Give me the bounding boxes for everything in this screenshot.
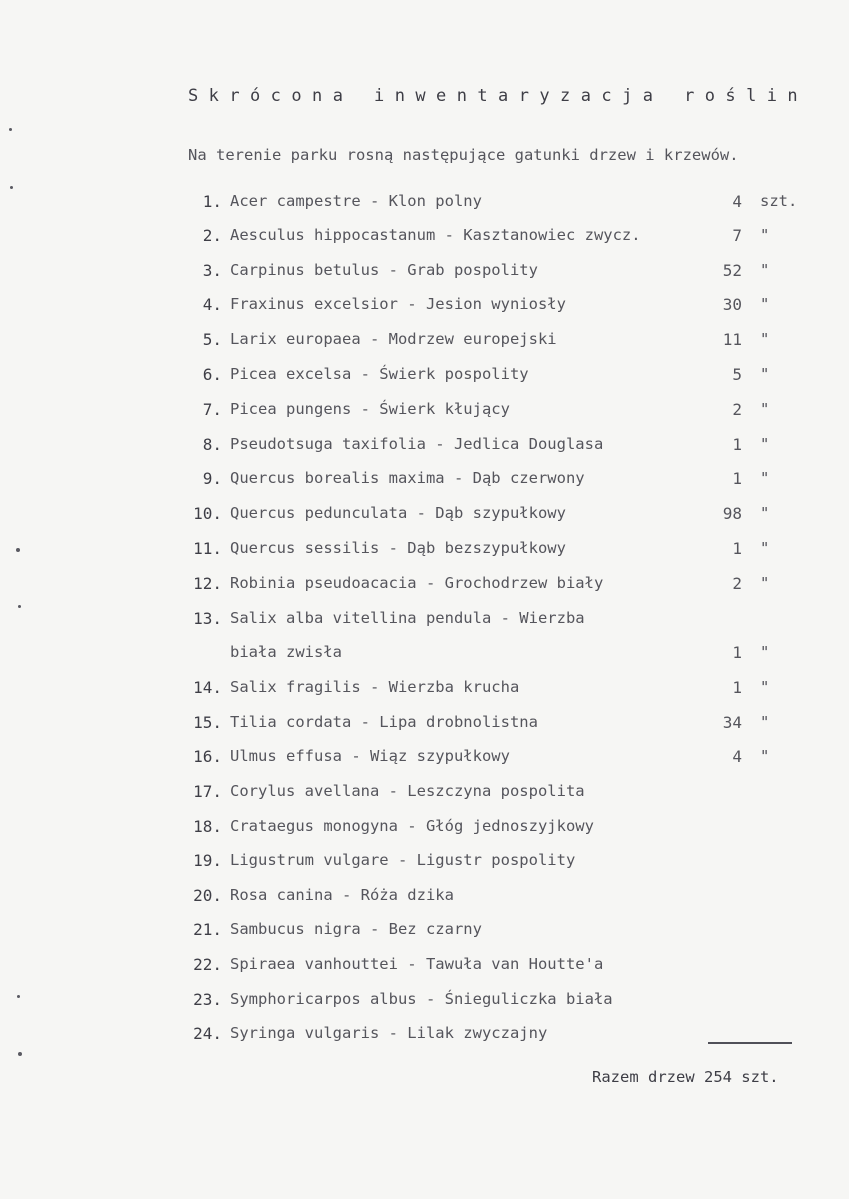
item-number: 15.: [193, 713, 222, 732]
item-name: Picea excelsa - Świerk pospolity: [230, 365, 529, 383]
item-name: Spiraea vanhouttei - Tawuła van Houtte'a: [230, 955, 604, 973]
item-name: Ulmus effusa - Wiąz szypułkowy: [230, 747, 510, 765]
item-name: Carpinus betulus - Grab pospolity: [230, 261, 538, 279]
item-quantity: 11: [722, 330, 742, 349]
item-unit: ": [760, 678, 770, 696]
item-number: 3.: [202, 261, 222, 280]
item-number: 9.: [202, 469, 222, 488]
document-title: S k r ó c o n a i n w e n t a r y z a c j a r o ś l i n: [188, 86, 798, 106]
item-name: Salix fragilis - Wierzba krucha: [230, 678, 520, 696]
item-name: Ligustrum vulgare - Ligustr pospolity: [230, 851, 576, 869]
item-unit: ": [760, 435, 770, 453]
item-quantity: 1: [732, 539, 742, 558]
item-quantity: 1: [732, 678, 742, 697]
item-number: 7.: [202, 400, 222, 419]
item-number: 19.: [193, 851, 222, 870]
item-number: 23.: [193, 990, 222, 1009]
item-unit: ": [760, 574, 770, 592]
item-unit: szt.: [760, 192, 798, 210]
item-quantity: 4: [732, 192, 742, 211]
item-number: 14.: [193, 678, 222, 697]
item-name: Robinia pseudoacacia - Grochodrzew biały: [230, 574, 604, 592]
item-quantity: 1: [732, 469, 742, 488]
item-number: 13.: [193, 609, 222, 628]
item-unit: ": [760, 295, 770, 313]
item-number: 6.: [202, 365, 222, 384]
item-quantity: 2: [732, 574, 742, 593]
item-name: Quercus pedunculata - Dąb szypułkowy: [230, 504, 566, 522]
item-name: Acer campestre - Klon polny: [230, 192, 482, 210]
item-unit: ": [760, 469, 770, 487]
item-name: Crataegus monogyna - Głóg jednoszyjkowy: [230, 817, 594, 835]
item-name: Pseudotsuga taxifolia - Jedlica Douglasa: [230, 435, 604, 453]
item-number: 4.: [202, 295, 222, 314]
item-name: Sambucus nigra - Bez czarny: [230, 920, 482, 938]
item-number: 12.: [193, 574, 222, 593]
intro-text: Na terenie parku rosną następujące gatunki drzew i krzewów.: [188, 146, 739, 164]
item-quantity: 30: [722, 295, 742, 314]
margin-mark: [18, 605, 21, 608]
item-number: 10.: [193, 504, 222, 523]
item-name: Symphoricarpos albus - Śnieguliczka biała: [230, 990, 613, 1008]
item-number: 5.: [202, 330, 222, 349]
item-quantity: 2: [732, 400, 742, 419]
item-unit: ": [760, 643, 770, 661]
item-quantity: 34: [722, 713, 742, 732]
item-unit: ": [760, 713, 770, 731]
item-unit: ": [760, 226, 770, 244]
item-quantity: 52: [722, 261, 742, 280]
item-name: Quercus sessilis - Dąb bezszypułkowy: [230, 539, 566, 557]
item-quantity: 7: [732, 226, 742, 245]
item-name: Larix europaea - Modrzew europejski: [230, 330, 557, 348]
item-number: 24.: [193, 1024, 222, 1043]
item-number: 21.: [193, 920, 222, 939]
item-number: 1.: [202, 192, 222, 211]
item-quantity: 98: [722, 504, 742, 523]
item-number: 17.: [193, 782, 222, 801]
item-unit: ": [760, 539, 770, 557]
item-unit: ": [760, 330, 770, 348]
item-name: Tilia cordata - Lipa drobnolistna: [230, 713, 538, 731]
margin-mark: [17, 995, 20, 998]
item-number: 11.: [193, 539, 222, 558]
item-number: 16.: [193, 747, 222, 766]
item-name: biała zwisła: [230, 643, 342, 661]
item-name: Corylus avellana - Leszczyna pospolita: [230, 782, 585, 800]
margin-mark: [10, 186, 13, 189]
item-quantity: 4: [732, 747, 742, 766]
item-number: 2.: [202, 226, 222, 245]
total-line: Razem drzew 254 szt.: [592, 1068, 779, 1086]
sum-rule: [708, 1042, 792, 1044]
item-name: Quercus borealis maxima - Dąb czerwony: [230, 469, 585, 487]
item-name: Aesculus hippocastanum - Kasztanowiec zwycz.: [230, 226, 641, 244]
item-name: Fraxinus excelsior - Jesion wyniosły: [230, 295, 566, 313]
item-unit: ": [760, 504, 770, 522]
item-unit: ": [760, 747, 770, 765]
margin-mark: [18, 1052, 22, 1056]
item-quantity: 1: [732, 643, 742, 662]
item-name: Salix alba vitellina pendula - Wierzba: [230, 609, 585, 627]
item-unit: ": [760, 400, 770, 418]
item-name: Syringa vulgaris - Lilak zwyczajny: [230, 1024, 548, 1042]
item-name: Rosa canina - Róża dzika: [230, 886, 454, 904]
margin-mark: [9, 128, 12, 131]
item-number: 8.: [202, 435, 222, 454]
item-name: Picea pungens - Świerk kłujący: [230, 400, 510, 418]
item-quantity: 1: [732, 435, 742, 454]
item-quantity: 5: [732, 365, 742, 384]
item-unit: ": [760, 365, 770, 383]
item-number: 20.: [193, 886, 222, 905]
margin-mark: [16, 548, 20, 552]
item-unit: ": [760, 261, 770, 279]
item-number: 22.: [193, 955, 222, 974]
item-number: 18.: [193, 817, 222, 836]
